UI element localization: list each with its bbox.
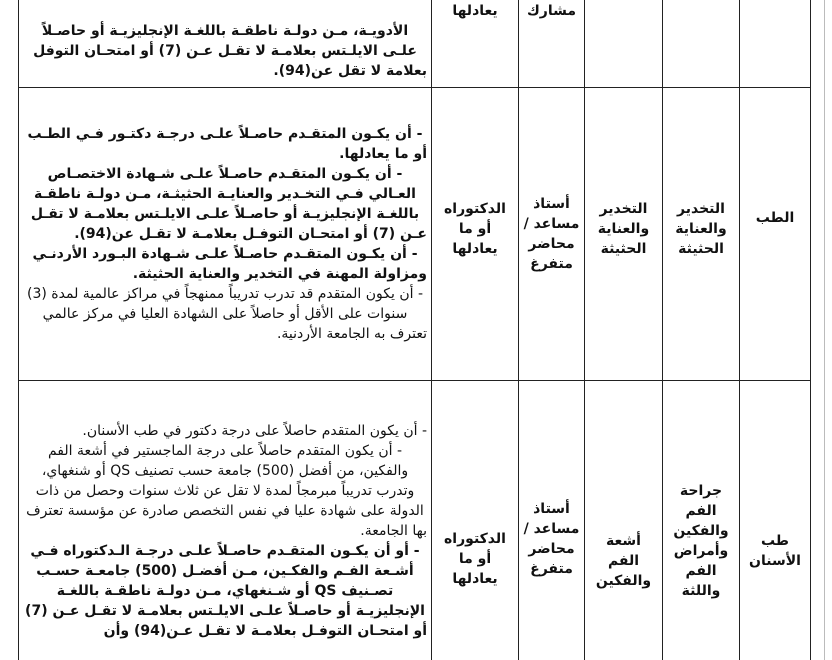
- specialization-cell: [585, 0, 663, 88]
- rank-text: مشارك: [526, 3, 577, 19]
- department-cell: جراحة الفم والفكين وأمراض الفم واللثة: [663, 381, 740, 660]
- faculty-cell: طب الأسنان: [740, 381, 811, 660]
- requirements-cell: [19, 88, 432, 381]
- requirements-cell: [19, 381, 432, 660]
- rank-cell: [519, 0, 585, 88]
- faculty-cell: [740, 0, 811, 88]
- job-requirements-table: [18, 0, 811, 660]
- requirement-item: - أن يكـون المتقـدم حاصـلاً علـى درجـة دكتـور فـي الطـب أو ما يعادلها.: [27, 126, 427, 162]
- degree-cell: [432, 0, 519, 88]
- requirement-item: الأدويـة، مـن دولـة ناطقـة باللغـة الإنجليزيـة أو حاصـلاً علـى الايلـتس بعلامـة لا تقـل عـن (7) أو امتحـان التوفل بعلامة لا تقل عن(94).: [33, 23, 427, 79]
- degree-text: يعادلها: [452, 3, 498, 19]
- table-row: [19, 381, 811, 660]
- table-row: [19, 0, 811, 88]
- faculty-cell: الطب: [740, 88, 811, 381]
- requirement-item: - أن يكون المتقدم حاصلاً على درجة دكتور في طب الأسنان.: [82, 422, 427, 439]
- table-row: [19, 88, 811, 381]
- degree-cell: الدكتوراه أو ما يعادلها: [432, 88, 519, 381]
- requirement-item: - أو أن يكـون المتقـدم حاصـلاً علـى درجـة الـدكتوراه فـي أشـعة الفـم والفكـين، مـن أفضـل (500) جامعـة حسـب تصـنيف QS أو شـنغهاي، مـن دولـة ناطقـة باللغـة الإنجليزيـة أو حاصـلاً علـى الايلـتس بعلامـة لا تقـل عـن (7) أو امتحـان التوفـل بعلامـة لا تقـل عـن(94) وأن: [25, 542, 427, 639]
- rank-cell: أستاذ مساعد / محاضر متفرغ: [519, 381, 585, 660]
- requirements-cell: [19, 0, 432, 88]
- requirement-item: - أن يكـون المتقـدم حاصـلاً علـى شـهادة البـورد الأردنـي ومزاولة المهنة في التخدير والعناية الحثيثة.: [32, 246, 427, 282]
- requirement-item: - أن يكون المتقدم قد تدرب تدريباً ممنهجاً في مراكز عالمية لمدة (3) سنوات على الأقل أو حاصلاً على الشهادة العليا في مركز عالمي تعترف به الجامعة الأردنية.: [27, 286, 427, 342]
- requirement-item: - أن يكون المتقدم حاصلاً على درجة الماجستير في أشعة الفم والفكين، من أفضل (500) جامعة حسب تصنيف QS أو شنغهاي، وتدرب تدريباً مبرمجاً لمدة لا تقل عن ثلاث سنوات وحصل من ذات الدولة على شهادة عليا في نفس التخصص صادرة عن مؤسسة تعترف بها الجامعة.: [26, 442, 427, 539]
- requirement-item: - أن يكـون المتقـدم حاصـلاً علـى شـهادة الاختصـاص العـالي فـي التخـدير والعنايـة الحثيثـة، مـن دولـة ناطقـة باللغـة الإنجليزيـة أو حاصـلاً علـى الايلـتس بعلامـة لا تقـل عـن (7) أو امتحـان التوفـل بعلامـة لا تقـل عن(94).: [30, 166, 427, 242]
- department-cell: [663, 0, 740, 88]
- specialization-cell: أشعة الفم والفكين: [585, 381, 663, 660]
- page-edge-line: [824, 0, 825, 660]
- specialization-cell: التخدير والعناية الحثيثة: [585, 88, 663, 381]
- degree-cell: الدكتوراه أو ما يعادلها: [432, 381, 519, 660]
- rank-cell: أستاذ مساعد / محاضر متفرغ: [519, 88, 585, 381]
- department-cell: التخدير والعناية الحثيثة: [663, 88, 740, 381]
